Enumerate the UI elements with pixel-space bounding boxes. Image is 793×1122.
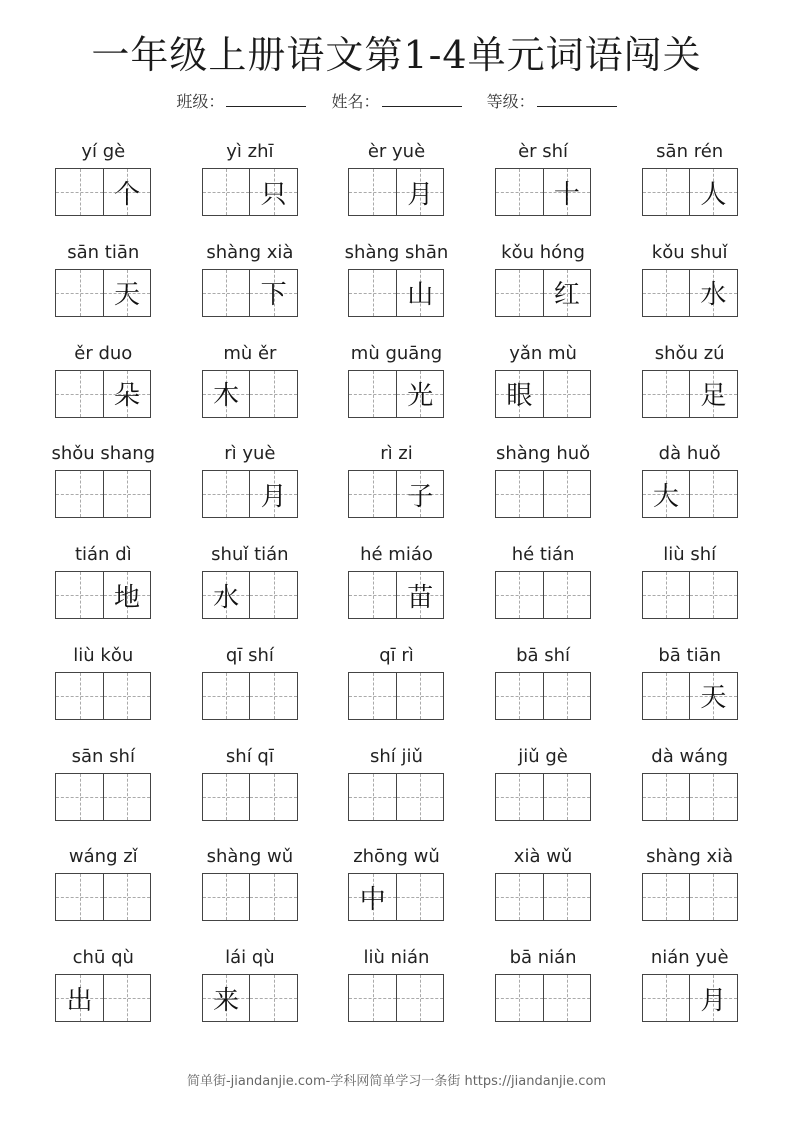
word-item bbox=[177, 945, 324, 1046]
pinyin-label: shí qī bbox=[225, 745, 274, 767]
tianzige-box bbox=[495, 168, 591, 216]
char-cell-second[interactable] bbox=[250, 975, 297, 1021]
char-cell-second[interactable] bbox=[397, 169, 444, 215]
tianzige-box bbox=[348, 370, 444, 418]
tianzige-box bbox=[202, 672, 298, 720]
char-cell-second[interactable] bbox=[104, 371, 151, 417]
char-cell-first[interactable] bbox=[56, 371, 104, 417]
pinyin-label: liù kǒu bbox=[73, 644, 134, 666]
tianzige-box bbox=[495, 773, 591, 821]
word-item bbox=[616, 643, 763, 744]
word-item bbox=[470, 744, 617, 845]
pinyin-label: mù ěr bbox=[223, 342, 277, 364]
pinyin-label: dà huǒ bbox=[658, 443, 721, 465]
char-cell-second[interactable] bbox=[690, 874, 737, 920]
char-cell-first[interactable] bbox=[496, 371, 544, 417]
pinyin-label: sān rén bbox=[656, 141, 724, 162]
char-cell-first[interactable] bbox=[56, 774, 104, 820]
tianzige-box bbox=[202, 269, 298, 317]
tianzige-box bbox=[348, 974, 444, 1022]
grade-field bbox=[487, 89, 617, 112]
char-cell-second[interactable] bbox=[250, 673, 297, 719]
pinyin-label: chū qù bbox=[72, 947, 134, 968]
char-text: 月 bbox=[407, 179, 434, 210]
char-cell-second[interactable] bbox=[690, 774, 737, 820]
char-cell-first[interactable] bbox=[349, 169, 397, 215]
word-item bbox=[323, 945, 470, 1046]
pinyin-label: liù nián bbox=[363, 947, 430, 968]
tianzige-box bbox=[348, 571, 444, 619]
pinyin-label: shàng xià bbox=[206, 241, 294, 263]
tianzige-box bbox=[55, 571, 151, 619]
pinyin-label: yì zhī bbox=[226, 141, 274, 162]
char-cell-second[interactable] bbox=[690, 975, 737, 1021]
pinyin-label: shàng shān bbox=[344, 241, 449, 263]
tianzige-box bbox=[642, 571, 738, 619]
tianzige-box bbox=[202, 773, 298, 821]
char-cell-first[interactable] bbox=[56, 874, 104, 920]
tianzige-box bbox=[642, 370, 738, 418]
char-cell-second[interactable] bbox=[250, 874, 297, 920]
pinyin-label: kǒu hóng bbox=[501, 241, 585, 263]
pinyin-label: bā tiān bbox=[658, 644, 722, 666]
char-text: 出 bbox=[66, 985, 93, 1016]
pinyin-label: jiǔ gè bbox=[518, 745, 568, 767]
pinyin-label: èr shí bbox=[518, 141, 569, 162]
tianzige-box bbox=[495, 672, 591, 720]
char-cell-first[interactable] bbox=[203, 975, 251, 1021]
char-cell-first[interactable] bbox=[203, 572, 251, 618]
char-cell-second[interactable] bbox=[397, 471, 444, 517]
pinyin-label: rì yuè bbox=[224, 443, 276, 465]
char-cell-second[interactable] bbox=[690, 270, 737, 316]
tianzige-box bbox=[348, 470, 444, 518]
tianzige-box bbox=[202, 974, 298, 1022]
char-text: 来 bbox=[213, 985, 240, 1016]
char-cell-second[interactable] bbox=[397, 673, 444, 719]
pinyin-label: hé tián bbox=[511, 544, 575, 565]
char-cell-second[interactable] bbox=[397, 371, 444, 417]
word-item bbox=[30, 945, 177, 1046]
page-title: 一年级上册语文第1-4单元词语闯关 bbox=[91, 33, 702, 77]
char-cell-second[interactable] bbox=[690, 471, 737, 517]
pinyin-label: bā nián bbox=[509, 947, 577, 968]
tianzige-box bbox=[495, 269, 591, 317]
class-blank-line[interactable] bbox=[226, 92, 306, 107]
char-cell-second[interactable] bbox=[690, 371, 737, 417]
char-text: 大 bbox=[652, 481, 679, 512]
char-cell-first[interactable] bbox=[203, 874, 251, 920]
char-text: 地 bbox=[114, 582, 141, 613]
char-text: 天 bbox=[114, 280, 141, 311]
tianzige-box bbox=[642, 269, 738, 317]
tianzige-box bbox=[55, 773, 151, 821]
tianzige-box bbox=[55, 370, 151, 418]
word-item bbox=[177, 643, 324, 744]
pinyin-label: shàng xià bbox=[646, 846, 734, 868]
char-text: 天 bbox=[700, 683, 727, 714]
char-text: 光 bbox=[407, 381, 434, 411]
char-cell-first[interactable] bbox=[56, 975, 104, 1021]
char-cell-first[interactable] bbox=[56, 169, 104, 215]
pinyin-label: shuǐ tián bbox=[211, 544, 289, 565]
char-text: 红 bbox=[553, 280, 580, 311]
char-cell-first[interactable] bbox=[349, 270, 397, 316]
char-cell-first[interactable] bbox=[56, 270, 104, 316]
char-cell-second[interactable] bbox=[250, 572, 297, 618]
char-cell-first[interactable] bbox=[56, 572, 104, 618]
char-cell-first[interactable] bbox=[349, 673, 397, 719]
char-cell-first[interactable] bbox=[643, 169, 691, 215]
tianzige-box bbox=[642, 168, 738, 216]
tianzige-box bbox=[202, 571, 298, 619]
char-text: 苗 bbox=[407, 582, 434, 613]
word-item bbox=[177, 844, 324, 945]
tianzige-box bbox=[202, 470, 298, 518]
char-cell-first[interactable] bbox=[496, 471, 544, 517]
char-cell-first[interactable] bbox=[643, 874, 691, 920]
char-text: 十 bbox=[553, 179, 580, 210]
word-item bbox=[470, 441, 617, 542]
char-cell-second[interactable] bbox=[397, 774, 444, 820]
tianzige-box bbox=[348, 269, 444, 317]
char-cell-first[interactable] bbox=[496, 975, 544, 1021]
char-cell-first[interactable] bbox=[349, 471, 397, 517]
pinyin-label: ěr duo bbox=[74, 342, 133, 364]
tianzige-box bbox=[642, 470, 738, 518]
char-cell-second[interactable] bbox=[104, 975, 151, 1021]
tianzige-box bbox=[642, 773, 738, 821]
char-cell-first[interactable] bbox=[643, 371, 691, 417]
pinyin-label: xià wǔ bbox=[513, 846, 573, 868]
char-text: 月 bbox=[700, 985, 727, 1016]
char-cell-second[interactable] bbox=[397, 874, 444, 920]
pinyin-label: hé miáo bbox=[360, 544, 433, 565]
word-item bbox=[616, 341, 763, 442]
tianzige-box bbox=[55, 672, 151, 720]
pinyin-label: qī rì bbox=[379, 644, 414, 666]
char-cell-second[interactable] bbox=[397, 975, 444, 1021]
tianzige-box bbox=[495, 470, 591, 518]
pinyin-label: shǒu zú bbox=[654, 342, 725, 364]
word-item bbox=[323, 542, 470, 643]
char-cell-second[interactable] bbox=[104, 270, 151, 316]
char-cell-first[interactable] bbox=[643, 975, 691, 1021]
pinyin-label: shí jiǔ bbox=[370, 745, 423, 767]
word-item bbox=[470, 139, 617, 240]
word-item bbox=[616, 240, 763, 341]
char-text: 中 bbox=[359, 884, 386, 915]
pinyin-label: shàng wǔ bbox=[206, 846, 294, 868]
char-cell-first[interactable] bbox=[203, 169, 251, 215]
name-field bbox=[331, 89, 461, 112]
tianzige-box bbox=[55, 974, 151, 1022]
tianzige-box bbox=[642, 974, 738, 1022]
word-item bbox=[177, 744, 324, 845]
word-item bbox=[470, 945, 617, 1046]
char-cell-first[interactable] bbox=[349, 874, 397, 920]
tianzige-box bbox=[495, 873, 591, 921]
word-item bbox=[30, 542, 177, 643]
word-item bbox=[323, 341, 470, 442]
word-item bbox=[323, 643, 470, 744]
word-grid bbox=[30, 139, 763, 1046]
word-item bbox=[323, 441, 470, 542]
char-cell-first[interactable] bbox=[496, 774, 544, 820]
char-cell-first[interactable] bbox=[643, 673, 691, 719]
word-item bbox=[30, 744, 177, 845]
word-item bbox=[177, 542, 324, 643]
char-text: 只 bbox=[260, 179, 287, 210]
char-cell-second[interactable] bbox=[544, 371, 591, 417]
char-text: 足 bbox=[700, 381, 727, 411]
char-cell-first[interactable] bbox=[203, 471, 251, 517]
char-cell-second[interactable] bbox=[690, 572, 737, 618]
pinyin-label: sān tiān bbox=[67, 241, 140, 263]
tianzige-box bbox=[495, 571, 591, 619]
word-item bbox=[470, 844, 617, 945]
word-item bbox=[323, 139, 470, 240]
char-text: 子 bbox=[407, 481, 434, 512]
pinyin-label: shàng huǒ bbox=[495, 443, 591, 465]
char-cell-first[interactable] bbox=[56, 673, 104, 719]
char-cell-second[interactable] bbox=[544, 169, 591, 215]
word-item bbox=[177, 240, 324, 341]
char-cell-second[interactable] bbox=[104, 774, 151, 820]
word-item bbox=[470, 643, 617, 744]
word-item bbox=[177, 441, 324, 542]
word-item bbox=[30, 844, 177, 945]
tianzige-box bbox=[348, 873, 444, 921]
pinyin-label: sān shí bbox=[71, 745, 135, 767]
tianzige-box bbox=[202, 168, 298, 216]
char-cell-first[interactable] bbox=[349, 371, 397, 417]
char-cell-second[interactable] bbox=[690, 169, 737, 215]
word-item bbox=[616, 441, 763, 542]
word-item bbox=[323, 240, 470, 341]
tianzige-box bbox=[348, 168, 444, 216]
word-item bbox=[177, 139, 324, 240]
char-cell-second[interactable] bbox=[544, 270, 591, 316]
char-cell-second[interactable] bbox=[104, 874, 151, 920]
tianzige-box bbox=[202, 370, 298, 418]
tianzige-box bbox=[55, 470, 151, 518]
word-item bbox=[616, 139, 763, 240]
char-cell-first[interactable] bbox=[203, 774, 251, 820]
pinyin-label: tián dì bbox=[74, 544, 132, 565]
pinyin-label: shǒu shang bbox=[51, 443, 156, 465]
pinyin-label: rì zi bbox=[380, 443, 413, 465]
pinyin-label: kǒu shuǐ bbox=[651, 241, 728, 263]
pinyin-label: yí gè bbox=[81, 141, 126, 162]
pinyin-label: yǎn mù bbox=[509, 342, 577, 364]
pinyin-label: èr yuè bbox=[367, 141, 426, 162]
char-cell-first[interactable] bbox=[643, 471, 691, 517]
char-cell-first[interactable] bbox=[496, 572, 544, 618]
char-cell-first[interactable] bbox=[496, 270, 544, 316]
word-item bbox=[30, 240, 177, 341]
word-item bbox=[470, 341, 617, 442]
tianzige-box bbox=[642, 873, 738, 921]
char-text: 月 bbox=[260, 481, 287, 512]
pinyin-label: dà wáng bbox=[651, 745, 729, 767]
grade-blank-line[interactable] bbox=[537, 92, 617, 107]
pinyin-label: bā shí bbox=[516, 644, 571, 666]
word-item bbox=[616, 945, 763, 1046]
char-cell-first[interactable] bbox=[203, 371, 251, 417]
class-label: 班级： bbox=[176, 92, 225, 111]
char-cell-second[interactable] bbox=[250, 774, 297, 820]
char-text: 眼 bbox=[506, 381, 533, 411]
char-cell-second[interactable] bbox=[397, 572, 444, 618]
class-field bbox=[176, 89, 306, 112]
page-footer: 简单街-jiandanjie.com-学科网简单学习一条街 https://jiandanjie.com bbox=[186, 1074, 607, 1089]
char-text: 水 bbox=[213, 582, 240, 613]
char-cell-second[interactable] bbox=[544, 572, 591, 618]
tianzige-box bbox=[348, 773, 444, 821]
word-item bbox=[30, 139, 177, 240]
char-cell-second[interactable] bbox=[544, 471, 591, 517]
student-info-row bbox=[0, 89, 793, 112]
word-item bbox=[470, 240, 617, 341]
pinyin-label: liù shí bbox=[663, 544, 717, 565]
word-item bbox=[616, 844, 763, 945]
word-item bbox=[470, 542, 617, 643]
char-text: 下 bbox=[260, 280, 287, 311]
char-cell-first[interactable] bbox=[349, 572, 397, 618]
char-cell-second[interactable] bbox=[544, 874, 591, 920]
char-cell-first[interactable] bbox=[203, 673, 251, 719]
char-text: 个 bbox=[114, 179, 141, 210]
word-item bbox=[30, 441, 177, 542]
tianzige-box bbox=[202, 873, 298, 921]
pinyin-label: wáng zǐ bbox=[68, 846, 138, 868]
char-cell-second[interactable] bbox=[250, 371, 297, 417]
char-cell-first[interactable] bbox=[349, 774, 397, 820]
char-cell-first[interactable] bbox=[56, 471, 104, 517]
pinyin-label: qī shí bbox=[225, 644, 274, 666]
char-cell-second[interactable] bbox=[544, 673, 591, 719]
tianzige-box bbox=[348, 672, 444, 720]
tianzige-box bbox=[642, 672, 738, 720]
char-cell-first[interactable] bbox=[496, 673, 544, 719]
grade-label: 等级： bbox=[486, 92, 535, 111]
tianzige-box bbox=[55, 269, 151, 317]
char-cell-second[interactable] bbox=[104, 471, 151, 517]
char-cell-second[interactable] bbox=[104, 673, 151, 719]
char-cell-first[interactable] bbox=[643, 270, 691, 316]
char-cell-second[interactable] bbox=[250, 471, 297, 517]
tianzige-box bbox=[495, 974, 591, 1022]
char-cell-second[interactable] bbox=[104, 169, 151, 215]
char-cell-second[interactable] bbox=[397, 270, 444, 316]
char-cell-first[interactable] bbox=[349, 975, 397, 1021]
char-cell-first[interactable] bbox=[496, 169, 544, 215]
char-text: 山 bbox=[407, 280, 434, 311]
name-label: 姓名： bbox=[331, 92, 380, 111]
char-cell-first[interactable] bbox=[643, 774, 691, 820]
word-item bbox=[323, 744, 470, 845]
char-text: 木 bbox=[213, 381, 240, 411]
name-blank-line[interactable] bbox=[382, 92, 462, 107]
pinyin-label: lái qù bbox=[225, 947, 275, 968]
word-item bbox=[30, 341, 177, 442]
tianzige-box bbox=[495, 370, 591, 418]
char-cell-first[interactable] bbox=[203, 270, 251, 316]
char-cell-second[interactable] bbox=[250, 169, 297, 215]
tianzige-box bbox=[55, 168, 151, 216]
char-cell-second[interactable] bbox=[104, 572, 151, 618]
word-item bbox=[177, 341, 324, 442]
word-item bbox=[616, 542, 763, 643]
char-cell-first[interactable] bbox=[496, 874, 544, 920]
char-text: 水 bbox=[700, 280, 727, 311]
char-text: 人 bbox=[700, 179, 727, 210]
char-cell-second[interactable] bbox=[544, 975, 591, 1021]
pinyin-label: mù guāng bbox=[350, 342, 443, 364]
tianzige-box bbox=[55, 873, 151, 921]
char-text: 朵 bbox=[114, 381, 141, 411]
pinyin-label: nián yuè bbox=[650, 947, 729, 968]
pinyin-label: zhōng wǔ bbox=[353, 846, 440, 868]
word-item bbox=[323, 844, 470, 945]
char-cell-second[interactable] bbox=[544, 774, 591, 820]
char-cell-first[interactable] bbox=[643, 572, 691, 618]
word-item bbox=[616, 744, 763, 845]
char-cell-second[interactable] bbox=[250, 270, 297, 316]
word-item bbox=[30, 643, 177, 744]
char-cell-second[interactable] bbox=[690, 673, 737, 719]
